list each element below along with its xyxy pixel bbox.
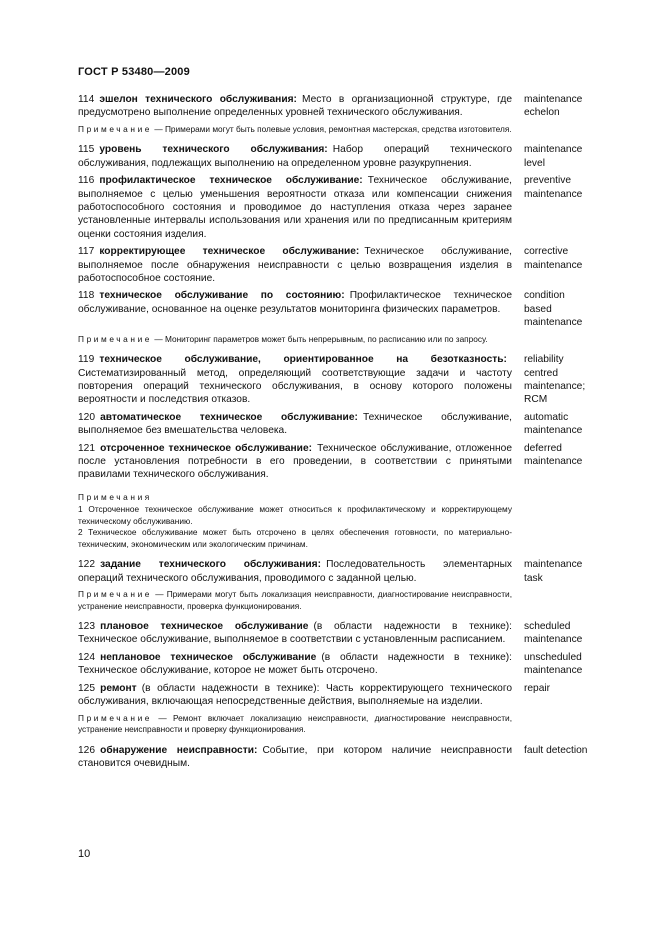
term-name: автоматическое техническое обслуживание: <box>100 411 358 423</box>
term-number: 114 <box>78 94 95 105</box>
term-entry <box>78 558 616 585</box>
term-definition-text: Техническое обслуживание, выполняемое без вмешательства человека. <box>78 411 513 437</box>
note-item: 2 Техническое обслуживание может быть отсрочено в целях обеспечения готовности, по материально-техническим, экономическим или экологическим причинам. <box>78 527 512 549</box>
note-text: — Примерами могут быть локализация неисправности, диагностирование неисправности, устранение неисправности, проверка функционирования. <box>78 589 512 611</box>
term-number: 117 <box>78 246 95 258</box>
english-equivalent: condition based maintenance <box>524 290 583 329</box>
term-definition-text: (в области надежности в технике): Часть корректирующего технического обслуживания, включающая непосредственные действия, выполняемые на изделии. <box>78 682 512 708</box>
note <box>78 713 512 736</box>
notes-heading: Примечания <box>78 491 152 502</box>
document-header: ГОСТ Р 53480—2009 <box>78 66 190 78</box>
term-entry <box>78 744 616 771</box>
term-definition <box>78 651 512 678</box>
term-entry <box>78 411 616 438</box>
terms-list <box>78 93 616 774</box>
note-text: — Мониторинг параметров может быть непрерывным, по расписанию или по запросу. <box>154 333 488 344</box>
english-equivalent: fault detection <box>524 744 588 756</box>
note <box>78 589 512 612</box>
term-name: ремонт <box>100 682 137 694</box>
term-definition-text: Событие, при котором наличие неисправности становится очевидным. <box>78 744 513 769</box>
note-label: Примечание <box>78 123 153 134</box>
english-equivalent: unscheduled maintenance <box>524 651 583 677</box>
term-definition-text: Профилактическое техническое обслуживание, основанное на оценке результатов мониторинга физических параметров. <box>78 290 512 315</box>
english-equivalent: maintenance echelon <box>524 94 583 119</box>
term-definition <box>78 620 512 647</box>
term-number: 121 <box>78 442 95 454</box>
english-equivalent: scheduled maintenance <box>524 621 583 646</box>
term-name: техническое обслуживание, ориентированное на безотказность: <box>99 354 507 366</box>
term-definition <box>78 442 512 482</box>
english-equivalent: deferred maintenance <box>524 442 583 467</box>
term-name: уровень технического обслуживания: <box>99 144 328 156</box>
note-text: — Ремонт включает локализацию неисправности, диагностирование неисправности, устранение неисправности и проверку функционирования. <box>78 712 512 734</box>
term-number: 122 <box>78 559 95 571</box>
term-number: 124 <box>78 651 95 663</box>
term-name: неплановое техническое обслуживание <box>100 651 317 663</box>
english-equivalent: maintenance level <box>524 144 583 169</box>
term-entry <box>78 651 616 678</box>
english-equivalent: preventive maintenance <box>524 175 583 200</box>
note-label: Примечание <box>78 333 153 344</box>
term-definition-text: Техническое обслуживание, отложенное после установления потребности в его проведении, в соответствии с принятыми правилами технического обслуживания. <box>78 442 512 481</box>
term-number: 126 <box>78 744 95 756</box>
term-entry <box>78 143 616 170</box>
page-number: 10 <box>78 848 91 860</box>
english-equivalent: maintenance task <box>524 559 583 584</box>
term-entry <box>78 353 616 407</box>
term-name: обнаружение неисправности: <box>100 744 258 756</box>
term-definition-text: Систематизированный метод, определяющий соответствующие задачи и частоту повторения операций технического обслуживания, в основу которого положены вероятности и последствия отказов. <box>78 367 512 406</box>
english-equivalent: reliability centred maintenance; RCM <box>524 354 586 406</box>
term-name: корректирующее техническое обслуживание: <box>99 246 360 258</box>
term-definition <box>78 744 512 771</box>
term-number: 119 <box>78 354 95 366</box>
term-definition <box>78 174 512 241</box>
term-name: отсроченное техническое обслуживание: <box>100 442 312 454</box>
note-item: 1 Отсроченное техническое обслуживание может относиться к профилактическому и корректирующему техническому обслуживанию. <box>78 504 512 526</box>
term-definition-text: Набор операций технического обслуживания, подлежащих выполнению на определенном уровне разукрупнения. <box>78 144 512 169</box>
term-number: 120 <box>78 411 95 423</box>
term-definition <box>78 353 512 407</box>
term-definition <box>78 411 512 438</box>
term-definition-text: Техническое обслуживание, выполняемое с целью уменьшения вероятности отказа или компенсации снижения работоспособного состояния и проводимое до наступления отказа через заранее установленные интервалы использования или хранения или по предписанным критериям оценки состояния изделия. <box>78 175 512 240</box>
term-definition-text: Место в организационной структуре, где предусмотрено выполнение определенных уровней технического обслуживания. <box>78 94 512 119</box>
note <box>78 334 512 346</box>
term-entry <box>78 289 616 329</box>
term-entry <box>78 174 616 241</box>
term-name: задание технического обслуживания: <box>100 559 321 571</box>
term-number: 118 <box>78 290 95 302</box>
term-entry <box>78 442 616 482</box>
term-entry <box>78 93 616 120</box>
term-number: 115 <box>78 144 95 156</box>
term-entry <box>78 245 616 285</box>
term-definition-text: (в области надежности в технике): Техническое обслуживание, выполняемое в соответствии с установленным расписанием. <box>78 621 512 646</box>
term-definition-text: Последовательность элементарных операций технического обслуживания, проводимого с заданной целью. <box>78 559 512 584</box>
term-number: 123 <box>78 621 95 633</box>
term-name: эшелон технического обслуживания: <box>99 94 297 105</box>
note-text: — Примерами могут быть полевые условия, ремонтная мастерская, средства изготовителя. <box>154 123 512 134</box>
term-definition <box>78 143 512 170</box>
term-name: техническое обслуживание по состоянию: <box>99 290 345 302</box>
term-definition-text: (в области надежности в технике): Техническое обслуживание, которое не может быть отсрочено. <box>78 651 512 677</box>
term-definition <box>78 93 512 120</box>
english-equivalent: corrective maintenance <box>524 246 583 271</box>
note-label: Примечание <box>78 712 153 723</box>
term-definition <box>78 682 512 709</box>
note-label: Примечание <box>78 589 153 600</box>
english-equivalent: automatic maintenance <box>524 411 583 437</box>
term-entry <box>78 682 616 709</box>
note <box>78 124 512 136</box>
notes-group <box>78 492 512 551</box>
term-number: 125 <box>78 682 95 694</box>
term-definition-text: Техническое обслуживание, выполняемое после обнаружения неисправности с целью возвращения изделия в работоспособное состояние. <box>78 246 513 284</box>
term-entry <box>78 620 616 647</box>
term-number: 116 <box>78 175 95 187</box>
term-name: профилактическое техническое обслуживание: <box>99 175 363 187</box>
term-definition <box>78 245 512 285</box>
term-name: плановое техническое обслуживание <box>100 621 309 633</box>
english-equivalent: repair <box>524 682 551 694</box>
term-definition <box>78 289 512 329</box>
term-definition <box>78 558 512 585</box>
